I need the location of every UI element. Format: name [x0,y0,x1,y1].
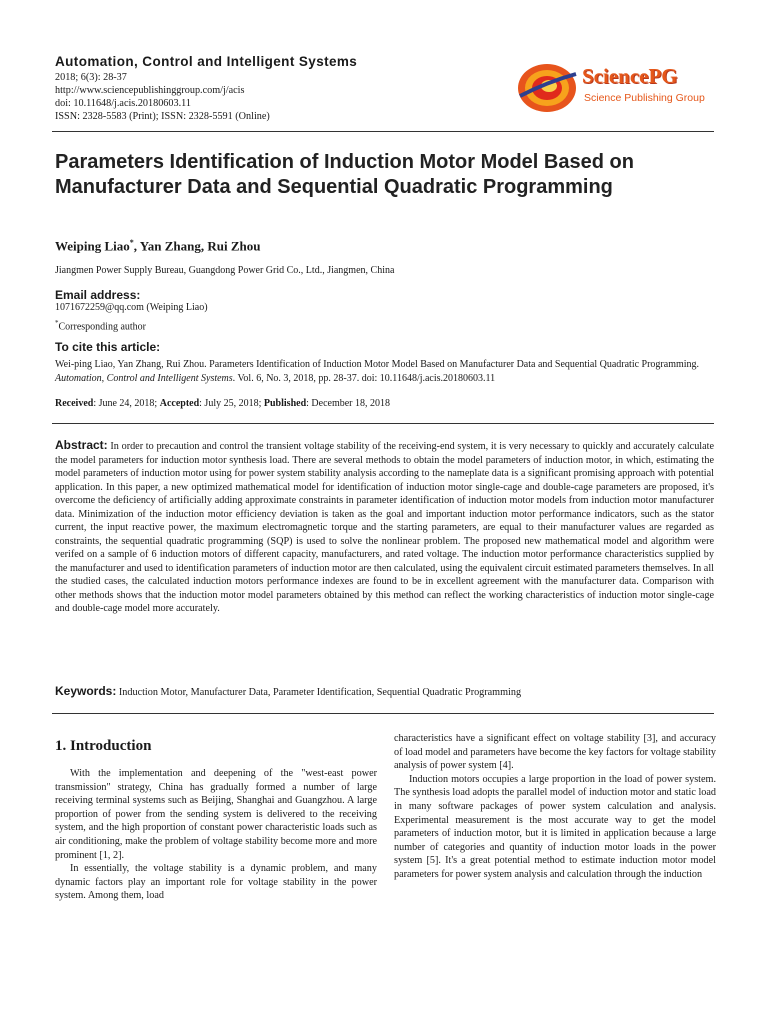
left-column [55,767,377,903]
cite-heading: To cite this article: [55,340,161,354]
logo-subtitle: Science Publishing Group [584,92,705,104]
issue-line: 2018; 6(3): 28-37 [55,72,127,83]
right-column [394,732,716,882]
citation [55,358,715,385]
corresponding-note [55,319,146,332]
intro-paragraph-4: Induction motors occupies a large proportion in the load of power system. The synthesis load adopts the parallel model of induction motor and static load in many software packages of power system calculation and analysis. Experimental measurement is the most accurate way to get the model parameters of induction motor, but it is limited in application because a large number of categories and quantity of induction motor loads in the power system [5]. It's a great potential method to estimate induction motor model parameters for power system analysis and calculation through the induction [394,773,716,880]
corr-mark: * [55,319,59,327]
affiliation: Jiangmen Power Supply Bureau, Guangdong Power Grid Co., Ltd., Jiangmen, China [55,265,395,276]
logo-name: SciencePG [582,64,678,88]
paper-title: Parameters Identification of Induction Motor Model Based on Manufacturer Data and Sequential Quadratic Programming [55,151,634,198]
abstract-text: In order to precaution and control the transient voltage stability of the receiving-end system, it is very necessary to quickly and accurately calculate the model parameters for induction motor synthesis load. There are several methods to obtain the model parameters of induction motor, in which, estimating the model parameters of induction motor using for power system stability analysis according to the nameplate data is a significant promising approach with potential application. In this paper, a new optimized mathematical model for identification of induction motor single-cage and double-cage parameters are proposed, it's overcome the deficiency of artificially adding approximate constraints in parameter identification of induction motor models from induction motor manufacturer data. Minimization of the induction motor efficiency deviation is taken as the goal and important induction motor performance indicators, such as the stator current, the input reactive power, the maximum electromagnetic torque and the starting parameters, are equal to their manufacturer values are regarded as constraints, the sequential quadratic programming (SQP) is used to solve the nonlinear problem. The proposed new mathematical model and algorithm were verifed on a sample of 6 induction motors of different capacity, manufacturers, and rated voltage. The induction motor performance characteristics supplied by the manufacturer and used to identification parameters of induction motor are then calculated, using the equivalent circuit estimated parameters themselves. In all the studied cases, the calculated induction motors performance indexes are found to be in excellent agreement with the manufacturer data. Comparison with other methods shows that the induction motor model parameters obtained by this method can reflect the working characteristics of induction motor single-cage and double-cage model more accurately. [55,441,715,614]
received-label: Received [55,398,94,409]
sciencepg-logo [516,60,716,114]
citation-text: Wei-ping Liao, Yan Zhang, Rui Zhou. Parameters Identification of Induction Motor Model Based on Manufacturer Data and Sequential Quadratic Programming. [55,359,700,370]
header-divider [52,131,714,132]
journal-title: Automation, Control and Intelligent Systems [55,54,358,69]
dates-line [55,398,390,409]
published-label: Published [263,398,307,409]
email-heading: Email address: [55,288,141,302]
keywords [55,684,521,698]
keywords-heading: Keywords: [55,684,117,698]
section-heading-introduction: 1. Introduction [55,738,152,754]
intro-paragraph-1: With the implementation and deepening of the "west-east power transmission" strategy, China has gradually formed a number of large receiving terminal systems such as Beijing, Shanghai and Guangzhou. A large proportion of power from the sending system is delivered to the receiving system, and the high proportion of constant power characteristic loads such as air conditioning, make the problem of voltage stability become more and more prominent [1, 2]. [55,768,377,861]
citation-tail: . Vol. 6, No. 3, 2018, pp. 28-37. doi: 10.11648/j.acis.20180603.11 [232,372,496,384]
first-author: Weiping Liao [55,238,130,254]
accepted-date: : July 25, 2018; [199,398,264,409]
abstract-heading: Abstract: [55,438,108,452]
citation-journal: Automation, Control and Intelligent Systems [55,372,233,384]
keywords-text: Induction Motor, Manufacturer Data, Parameter Identification, Sequential Quadratic Programming [118,687,522,698]
corresponding-mark: * [129,238,134,247]
published-date: : December 18, 2018 [306,398,391,409]
intro-paragraph-3: characteristics have a significant effect on voltage stability [3], and accuracy of load model and parameters have become the key factors for voltage stability analysis of power system [4]. [394,733,716,772]
intro-paragraph-2: In essentially, the voltage stability is a dynamic problem, and many dynamic factors play an important role for voltage stability in the power system. Among them, load [55,863,377,902]
abstract-top-divider [52,423,714,424]
email-address[interactable]: 1071672259@qq.com (Weiping Liao) [55,302,208,313]
journal-url[interactable]: http://www.sciencepublishinggroup.com/j/acis [55,85,245,96]
other-authors: , Yan Zhang, Rui Zhou [133,238,261,254]
abstract [55,439,714,616]
author-list [55,238,260,254]
doi-line[interactable]: doi: 10.11648/j.acis.20180603.11 [55,98,191,109]
abstract-bottom-divider [52,713,714,714]
accepted-label: Accepted [159,398,200,409]
issn-line: ISSN: 2328-5583 (Print); ISSN: 2328-5591 (Online) [55,111,270,122]
received-date: : June 24, 2018; [93,398,160,409]
corr-text: Corresponding author [58,321,146,333]
logo-emblem-icon [516,60,578,114]
